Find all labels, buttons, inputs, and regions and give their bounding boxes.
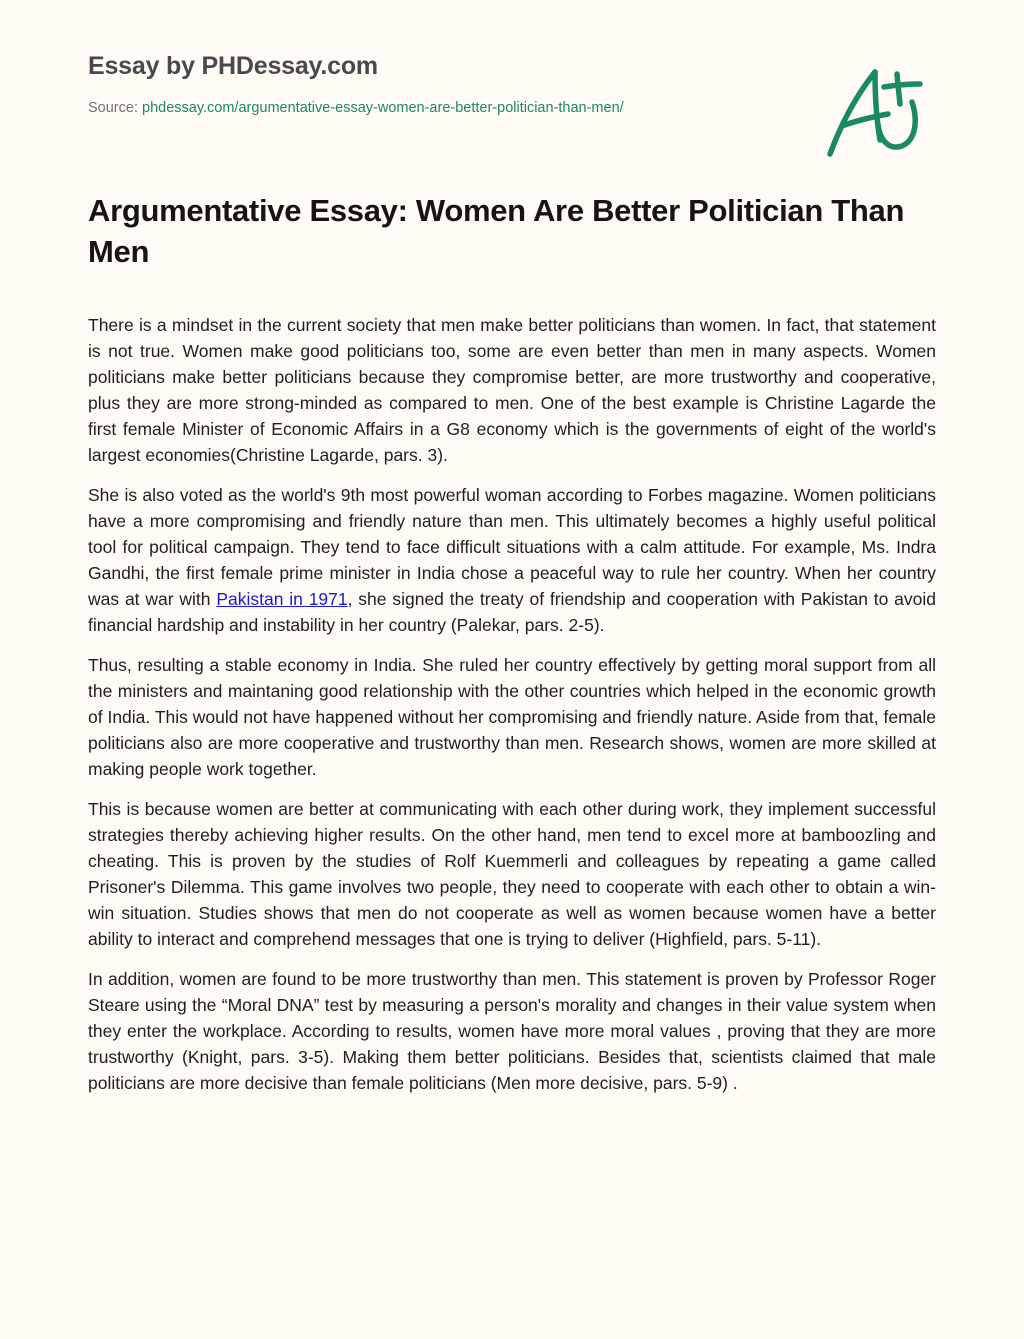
paragraph-2 [88, 482, 936, 638]
paragraph-3: Thus, resulting a stable economy in India. She ruled her country effectively by getting moral support from all the ministers and maintaning good relationship with the other countries which helped in the economic growth of India. This would not have happened without her compromising and friendly nature. Aside from that, female politicians also are more cooperative and trustworthy than men. Research shows, women are more skilled at making people work together. [88, 655, 936, 779]
site-header [88, 50, 788, 118]
essay-body [88, 312, 936, 1110]
essay-title: Argumentative Essay: Women Are Better Politician Than Men [88, 193, 905, 269]
paragraph-4: This is because women are better at communicating with each other during work, they implement successful strategies thereby achieving higher results. On the other hand, men tend to excel more at bamboozling and cheating. This is proven by the studies of Rolf Kuemmerli and colleagues by repeating a game called Prisoner's Dilemma. This game involves two people, they need to cooperate with each other to obtain a win-win situation. Studies shows that men do not cooperate as well as women because women have a better ability to interact and comprehend messages that one is trying to deliver (Highfield, pars. 5-11). [88, 799, 936, 949]
pakistan-1971-link[interactable]: Pakistan in 1971 [216, 589, 348, 609]
paragraph-2-text-before: She is also voted as the world's 9th most powerful woman according to Forbes magazine. Women politicians have a more compromising and friendly nature than men. This ultimately becomes a highly useful political tool for political campaign. They tend to face difficult situations with a calm attitude. For example, Ms. Indra Gandhi, the first female prime minister in India chose a peaceful way to rule her country. When her country was at war with [88, 485, 936, 609]
paragraph-5: In addition, women are found to be more trustworthy than men. This statement is proven by Professor Roger Steare using the “Moral DNA” test by measuring a person's morality and changes in their value system when they enter the workplace. According to results, women have more moral values , proving that they are more trustworthy (Knight, pars. 3-5). Making them better politicians. Besides that, scientists claimed that male politicians are more decisive than female politicians (Men more decisive, pars. 5-9) . [88, 969, 936, 1093]
site-brand: Essay by PHDessay.com [88, 52, 378, 80]
paragraph-2-text-after: , she signed the treaty of friendship and cooperation with Pakistan to avoid financial hardship and instability in her country (Palekar, pars. 2-5). [88, 589, 936, 635]
source-label: Source: [88, 100, 142, 116]
paragraph-1: There is a mindset in the current society that men make better politicians than women. In fact, that statement is not true. Women make good politicians too, some are even better than men in many aspects. Women politicians make better politicians because they compromise better, are more trustworthy and cooperative, plus they are more strong-minded as compared to men. One of the best example is Christine Lagarde the first female Minister of Economic Affairs in a G8 economy which is the governments of eight of the world's largest economies(Christine Lagarde, pars. 3). [88, 315, 936, 465]
a-plus-grade-icon [820, 62, 930, 162]
source-link[interactable]: phdessay.com/argumentative-essay-women-are-better-politician-than-men/ [142, 100, 624, 116]
source-line [88, 98, 788, 118]
